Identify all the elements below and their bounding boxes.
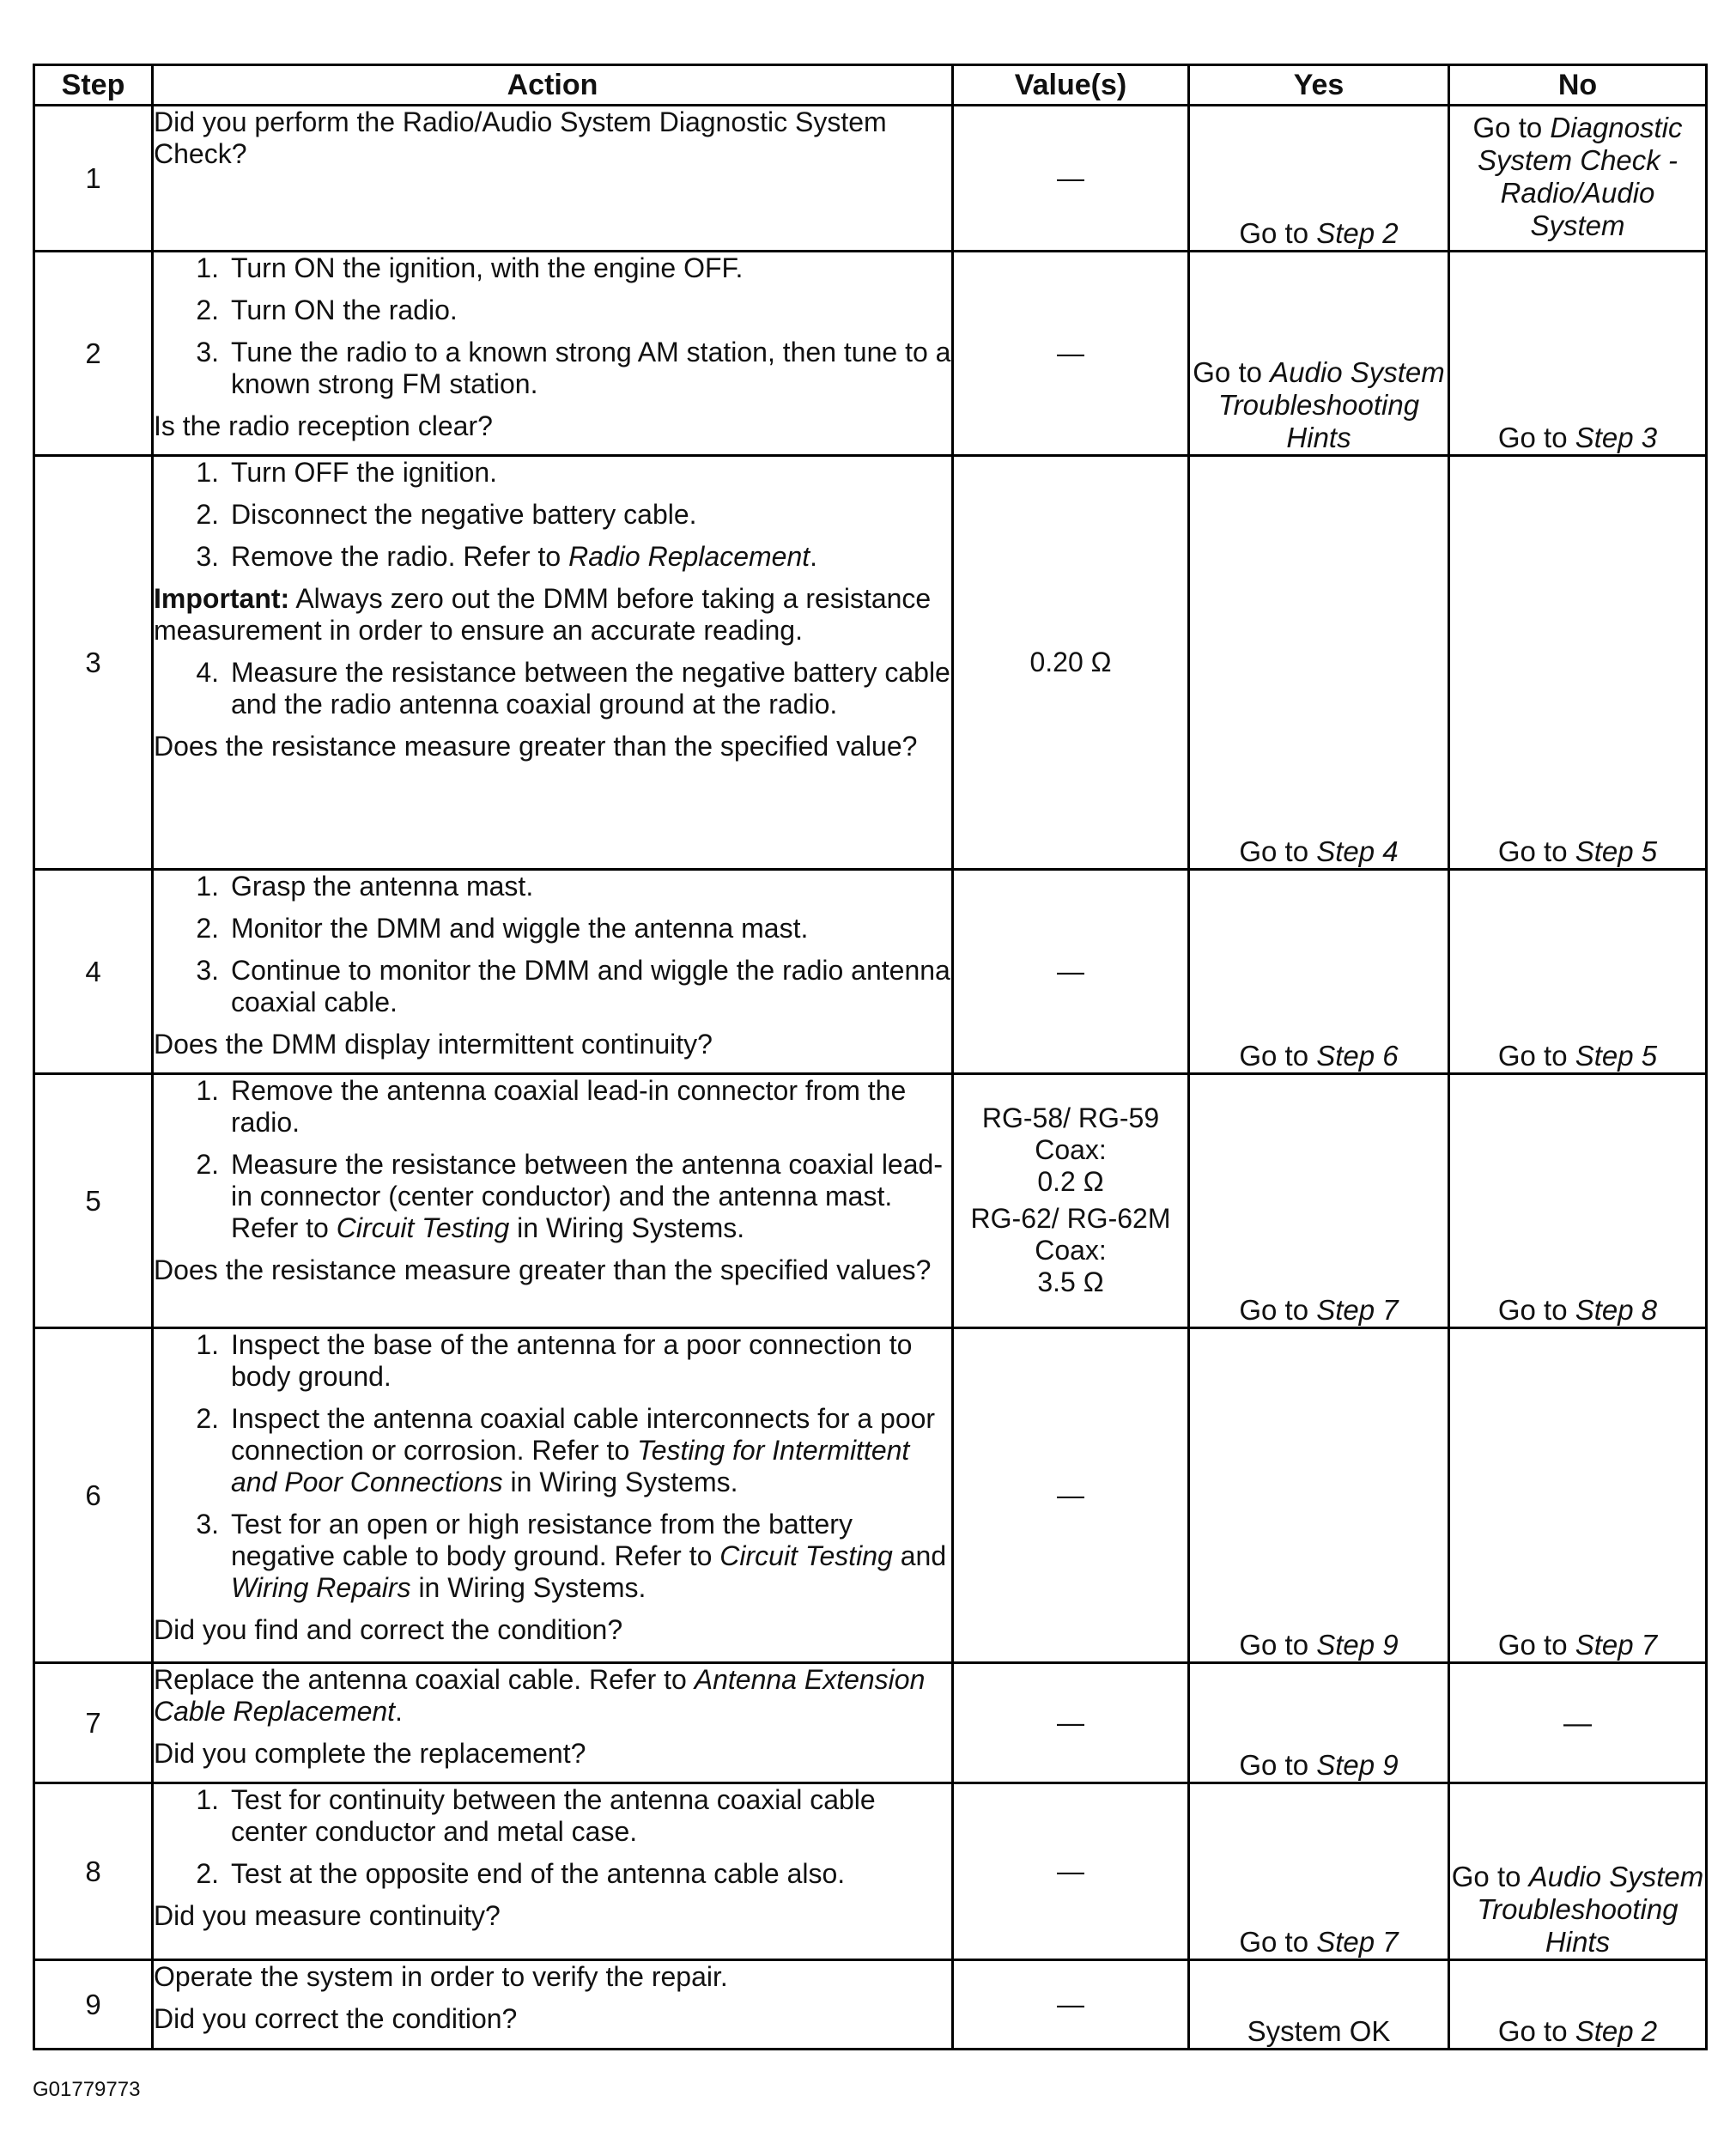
action-text: Replace the antenna coaxial cable. Refer to Antenna Extension Cable Replacement. [154, 1664, 926, 1727]
value-cell: — [953, 1328, 1189, 1663]
action-list [154, 657, 951, 720]
action-list [154, 871, 951, 1018]
diagnostic-table [33, 64, 1708, 2050]
step-link[interactable]: Step 2 [1575, 2015, 1658, 2047]
list-item: 3. Tune the radio to a known strong AM station, then tune to a known strong FM station. [196, 337, 951, 399]
go-to-prefix: Go to [1497, 1040, 1568, 1072]
list-item: 2. Monitor the DMM and wiggle the antenna mast. [196, 913, 809, 944]
value-cell: — [953, 1960, 1189, 2050]
go-to-prefix: Go to [1497, 422, 1568, 453]
action-list [154, 1075, 951, 1244]
list-item: 2. Turn ON the radio. [196, 295, 458, 325]
action-cell [153, 1783, 953, 1960]
question-text: Did you complete the replacement? [154, 1738, 586, 1769]
step-link[interactable]: Step 7 [1316, 1294, 1399, 1326]
list-item: 2. Disconnect the negative battery cable. [196, 499, 697, 530]
action-list [154, 1329, 951, 1604]
list-item: 1. Grasp the antenna mast. [196, 871, 534, 902]
step-number: 5 [34, 1074, 153, 1328]
header-values: Value(s) [953, 65, 1189, 106]
go-to-prefix: Go to [1497, 1294, 1568, 1326]
list-item: 1. Inspect the base of the antenna for a poor connection to body ground. [196, 1329, 913, 1392]
question-text: Does the resistance measure greater than the specified values? [154, 1254, 932, 1285]
action-list [154, 252, 951, 400]
action-text: Operate the system in order to verify the repair. [154, 1961, 728, 1992]
list-item: 2. Measure the resistance between the antenna coaxial lead-in connector (center conductor) and the antenna mast. Refer to Circuit Testing in Wiring Systems. [196, 1149, 943, 1243]
yes-cell [1189, 1328, 1449, 1663]
action-cell [153, 1663, 953, 1783]
radio-replacement-link[interactable]: Radio Replacement [568, 541, 810, 572]
wiring-repairs-link[interactable]: Wiring Repairs [231, 1572, 411, 1603]
go-to-prefix: Go to [1239, 1749, 1309, 1781]
no-cell [1449, 456, 1707, 870]
go-to-prefix: Go to [1497, 1629, 1568, 1661]
question-text: Did you correct the condition? [154, 2003, 518, 2034]
header-step: Step [34, 65, 153, 106]
list-item: 1. Turn OFF the ignition. [196, 457, 498, 488]
yes-cell [1189, 1783, 1449, 1960]
question-text: Does the resistance measure greater than the specified value? [154, 731, 918, 762]
go-to-prefix: Go to [1497, 835, 1568, 867]
step-link[interactable]: Step 4 [1316, 835, 1399, 867]
no-cell [1449, 106, 1707, 252]
important-label: Important: [154, 583, 290, 614]
list-item: 3. Continue to monitor the DMM and wiggle the radio antenna coaxial cable. [196, 955, 950, 1017]
header-no: No [1449, 65, 1707, 106]
action-cell [153, 1960, 953, 2050]
table-row-step-9 [34, 1960, 1707, 2050]
step-number: 4 [34, 870, 153, 1074]
troubleshooting-hints-link[interactable]: Audio System Troubleshooting Hints [1477, 1861, 1704, 1958]
go-to-prefix: Go to [1239, 217, 1309, 249]
list-item: 2. Test at the opposite end of the antenna cable also. [196, 1858, 846, 1889]
table-row-step-7 [34, 1663, 1707, 1783]
no-cell [1449, 1328, 1707, 1663]
action-list [154, 1784, 951, 1890]
diagnostic-check-link[interactable]: Diagnostic System Check - Radio/Audio System [1478, 112, 1683, 241]
yes-cell [1189, 252, 1449, 456]
coax-value-2: RG-62/ RG-62M Coax: 3.5 Ω [970, 1202, 1171, 1297]
table-row-step-6 [34, 1328, 1707, 1663]
yes-cell [1189, 1663, 1449, 1783]
yes-cell [1189, 106, 1449, 252]
step-number: 6 [34, 1328, 153, 1663]
go-to-prefix: Go to [1451, 1861, 1521, 1892]
action-cell [153, 456, 953, 870]
go-to-prefix: Go to [1239, 1629, 1309, 1661]
table-header-row [34, 65, 1707, 106]
step-link[interactable]: Step 9 [1316, 1629, 1399, 1661]
list-item: 2. Inspect the antenna coaxial cable interconnects for a poor connection or corrosion. Refer to Testing for Intermittent and Poor Connections in Wiring Systems. [196, 1403, 936, 1497]
yes-cell [1189, 870, 1449, 1074]
list-item: 3. Remove the radio. Refer to Radio Replacement. [196, 541, 818, 572]
step-link[interactable]: Step 7 [1575, 1629, 1658, 1661]
action-list [154, 457, 951, 573]
table-row-step-3 [34, 456, 1707, 870]
testing-intermittent-link[interactable]: Testing for Intermittent and Poor Connections [231, 1435, 910, 1497]
cable-replacement-link[interactable]: Antenna Extension Cable Replacement [154, 1664, 926, 1727]
value-cell [953, 456, 1189, 870]
go-to-prefix: Go to [1193, 356, 1262, 388]
value-cell [953, 1074, 1189, 1328]
table-row-step-1 [34, 106, 1707, 252]
list-item: 4. Measure the resistance between the negative battery cable and the radio antenna coaxial ground at the radio. [196, 657, 950, 720]
step-link[interactable]: Step 7 [1316, 1926, 1399, 1958]
table-row-step-4 [34, 870, 1707, 1074]
step-link[interactable]: Step 2 [1316, 217, 1399, 249]
header-yes: Yes [1189, 65, 1449, 106]
step-number: 2 [34, 252, 153, 456]
important-note: Important: Always zero out the DMM before taking a resistance measurement in order to ensure an accurate reading. [154, 583, 932, 646]
question-text: Did you find and correct the condition? [154, 1614, 623, 1645]
question-text: Is the radio reception clear? [154, 410, 493, 441]
list-item: 1. Turn ON the ignition, with the engine OFF. [196, 252, 744, 283]
action-cell [153, 1328, 953, 1663]
go-to-prefix: Go to [1239, 1040, 1309, 1072]
yes-cell [1189, 1960, 1449, 2050]
yes-cell [1189, 456, 1449, 870]
question-text: Did you measure continuity? [154, 1900, 501, 1931]
question-text: Did you perform the Radio/Audio System Diagnostic System Check? [154, 106, 887, 169]
system-ok-text: System OK [1247, 2015, 1391, 2047]
list-item: 1. Remove the antenna coaxial lead-in connector from the radio. [196, 1075, 907, 1138]
table-row-step-2 [34, 252, 1707, 456]
action-cell [153, 106, 953, 252]
ohm-symbol: Ω [1090, 647, 1112, 677]
step-number: 8 [34, 1783, 153, 1960]
value-cell: — [953, 252, 1189, 456]
action-cell [153, 252, 953, 456]
no-cell [1449, 870, 1707, 1074]
value-cell: — [953, 106, 1189, 252]
go-to-prefix: Go to [1239, 835, 1309, 867]
go-to-prefix: Go to [1239, 1926, 1309, 1958]
step-link[interactable]: Step 6 [1316, 1040, 1399, 1072]
question-text: Does the DMM display intermittent continuity? [154, 1029, 713, 1060]
list-item: 1. Test for continuity between the antenna coaxial cable center conductor and metal case. [196, 1784, 876, 1847]
troubleshooting-hints-link[interactable]: Audio System Troubleshooting Hints [1217, 356, 1445, 453]
figure-id: G01779773 [33, 2078, 141, 2101]
table-row-step-8 [34, 1783, 1707, 1960]
header-action: Action [153, 65, 953, 106]
go-to-prefix: Go to [1472, 112, 1543, 143]
go-to-prefix: Go to [1497, 2015, 1568, 2047]
coax-value-1: RG-58/ RG-59 Coax: 0.2 Ω [981, 1102, 1160, 1197]
yes-cell [1189, 1074, 1449, 1328]
step-number: 7 [34, 1663, 153, 1783]
no-cell: — [1449, 1663, 1707, 1783]
go-to-prefix: Go to [1239, 1294, 1309, 1326]
action-cell [153, 1074, 953, 1328]
step-link[interactable]: Step 8 [1575, 1294, 1658, 1326]
value-cell: — [953, 1783, 1189, 1960]
resistance-value: 0.20 [1029, 647, 1083, 677]
no-cell [1449, 252, 1707, 456]
list-item: 3. Test for an open or high resistance from the battery negative cable to body ground. Refer to Circuit Testing and Wiring Repairs in Wiring Systems. [196, 1509, 947, 1603]
step-number: 3 [34, 456, 153, 870]
step-number: 9 [34, 1960, 153, 2050]
table-row-step-5 [34, 1074, 1707, 1328]
step-link[interactable]: Step 5 [1575, 835, 1658, 867]
value-cell: — [953, 1663, 1189, 1783]
step-number: 1 [34, 106, 153, 252]
no-cell [1449, 1783, 1707, 1960]
no-cell [1449, 1074, 1707, 1328]
no-cell [1449, 1960, 1707, 2050]
step-link[interactable]: Step 3 [1575, 422, 1658, 453]
step-link[interactable]: Step 5 [1575, 1040, 1658, 1072]
action-cell [153, 870, 953, 1074]
circuit-testing-link[interactable]: Circuit Testing [719, 1540, 893, 1571]
value-cell: — [953, 870, 1189, 1074]
circuit-testing-link[interactable]: Circuit Testing [336, 1212, 510, 1243]
step-link[interactable]: Step 9 [1316, 1749, 1399, 1781]
